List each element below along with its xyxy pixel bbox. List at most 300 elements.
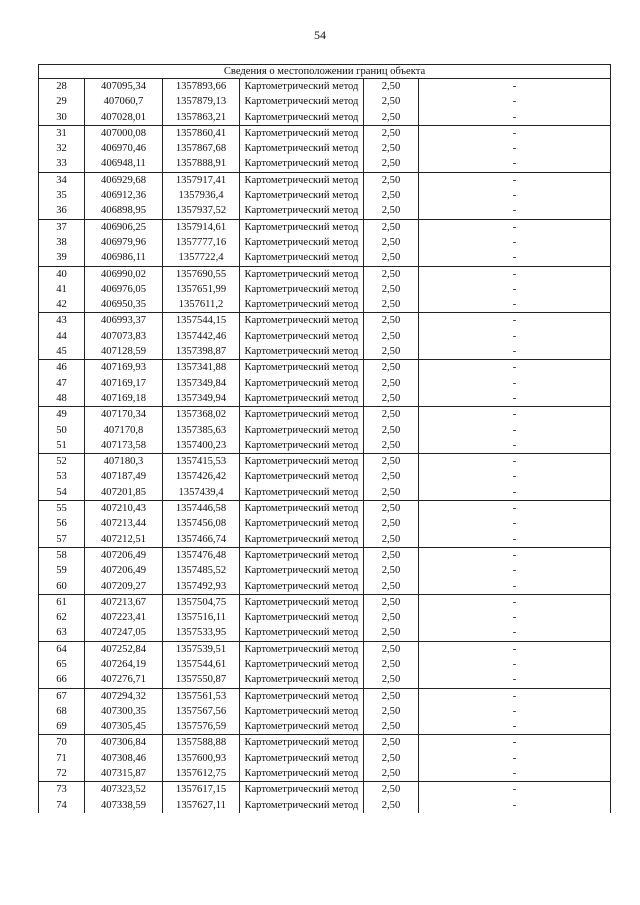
cell-extra: - — [419, 407, 611, 423]
cell-point-number: 39 — [39, 250, 85, 266]
cell-coord-y: 1357426,42 — [163, 469, 240, 484]
cell-method: Картометрический метод — [240, 782, 364, 798]
cell-coord-x: 406929,68 — [85, 172, 163, 188]
cell-precision: 2,50 — [364, 532, 419, 548]
cell-point-number: 69 — [39, 719, 85, 735]
table-row — [39, 798, 611, 813]
cell-coord-y: 1357398,87 — [163, 344, 240, 360]
cell-point-number: 63 — [39, 625, 85, 641]
cell-coord-x: 407252,84 — [85, 641, 163, 657]
table-row — [39, 625, 611, 641]
cell-method: Картометрический метод — [240, 485, 364, 501]
cell-precision: 2,50 — [364, 235, 419, 250]
table-row — [39, 297, 611, 313]
cell-extra: - — [419, 766, 611, 782]
cell-extra: - — [419, 688, 611, 704]
table-row — [39, 688, 611, 704]
cell-precision: 2,50 — [364, 516, 419, 531]
cell-coord-y: 1357860,41 — [163, 125, 240, 141]
table-row — [39, 657, 611, 672]
cell-coord-y: 1357550,87 — [163, 672, 240, 688]
cell-method: Картометрический метод — [240, 438, 364, 454]
cell-point-number: 49 — [39, 407, 85, 423]
cell-method: Картометрический метод — [240, 610, 364, 625]
table-row — [39, 344, 611, 360]
cell-precision: 2,50 — [364, 297, 419, 313]
cell-point-number: 29 — [39, 94, 85, 109]
cell-precision: 2,50 — [364, 172, 419, 188]
cell-method: Картометрический метод — [240, 329, 364, 344]
cell-extra: - — [419, 141, 611, 156]
cell-precision: 2,50 — [364, 282, 419, 297]
cell-extra: - — [419, 344, 611, 360]
cell-coord-x: 407187,49 — [85, 469, 163, 484]
cell-coord-y: 1357400,23 — [163, 438, 240, 454]
cell-coord-y: 1357612,75 — [163, 766, 240, 782]
cell-point-number: 31 — [39, 125, 85, 141]
cell-method: Картометрический метод — [240, 360, 364, 376]
cell-precision: 2,50 — [364, 79, 419, 95]
cell-extra: - — [419, 110, 611, 126]
cell-method: Картометрический метод — [240, 313, 364, 329]
cell-method: Картометрический метод — [240, 501, 364, 517]
cell-coord-y: 1357442,46 — [163, 329, 240, 344]
cell-coord-x: 406976,05 — [85, 282, 163, 297]
cell-method: Картометрический метод — [240, 203, 364, 219]
cell-method: Картометрический метод — [240, 79, 364, 95]
cell-extra: - — [419, 579, 611, 595]
cell-point-number: 55 — [39, 501, 85, 517]
cell-coord-y: 1357588,88 — [163, 735, 240, 751]
cell-point-number: 53 — [39, 469, 85, 484]
cell-precision: 2,50 — [364, 329, 419, 344]
cell-extra: - — [419, 423, 611, 438]
cell-coord-y: 1357863,21 — [163, 110, 240, 126]
cell-extra: - — [419, 360, 611, 376]
cell-precision: 2,50 — [364, 563, 419, 578]
cell-coord-y: 1357385,63 — [163, 423, 240, 438]
cell-coord-x: 406898,95 — [85, 203, 163, 219]
cell-precision: 2,50 — [364, 454, 419, 470]
cell-method: Картометрический метод — [240, 735, 364, 751]
cell-extra: - — [419, 79, 611, 95]
cell-coord-y: 1357516,11 — [163, 610, 240, 625]
cell-precision: 2,50 — [364, 438, 419, 454]
table-row — [39, 516, 611, 531]
cell-precision: 2,50 — [364, 688, 419, 704]
table-row — [39, 391, 611, 407]
cell-coord-x: 407209,27 — [85, 579, 163, 595]
cell-coord-y: 1357544,15 — [163, 313, 240, 329]
cell-extra: - — [419, 735, 611, 751]
cell-coord-y: 1357504,75 — [163, 594, 240, 610]
cell-point-number: 42 — [39, 297, 85, 313]
cell-coord-x: 407308,46 — [85, 751, 163, 766]
cell-coord-x: 406906,25 — [85, 219, 163, 235]
cell-point-number: 33 — [39, 156, 85, 172]
table-row — [39, 219, 611, 235]
cell-method: Картометрический метод — [240, 751, 364, 766]
table-row — [39, 282, 611, 297]
cell-point-number: 41 — [39, 282, 85, 297]
table-row — [39, 94, 611, 109]
cell-coord-y: 1357888,91 — [163, 156, 240, 172]
cell-method: Картометрический метод — [240, 672, 364, 688]
cell-point-number: 28 — [39, 79, 85, 95]
cell-method: Картометрический метод — [240, 454, 364, 470]
cell-coord-y: 1357341,88 — [163, 360, 240, 376]
cell-method: Картометрический метод — [240, 188, 364, 203]
cell-precision: 2,50 — [364, 423, 419, 438]
cell-method: Картометрический метод — [240, 125, 364, 141]
cell-extra: - — [419, 625, 611, 641]
cell-method: Картометрический метод — [240, 704, 364, 719]
table-row — [39, 110, 611, 126]
cell-method: Картометрический метод — [240, 516, 364, 531]
cell-point-number: 43 — [39, 313, 85, 329]
cell-point-number: 48 — [39, 391, 85, 407]
cell-point-number: 50 — [39, 423, 85, 438]
table-row — [39, 423, 611, 438]
cell-coord-y: 1357349,94 — [163, 391, 240, 407]
cell-coord-x: 407170,8 — [85, 423, 163, 438]
cell-extra: - — [419, 266, 611, 282]
cell-coord-x: 406993,37 — [85, 313, 163, 329]
cell-method: Картометрический метод — [240, 641, 364, 657]
cell-point-number: 71 — [39, 751, 85, 766]
cell-coord-x: 407201,85 — [85, 485, 163, 501]
cell-precision: 2,50 — [364, 376, 419, 391]
cell-coord-y: 1357937,52 — [163, 203, 240, 219]
cell-coord-x: 406990,02 — [85, 266, 163, 282]
cell-point-number: 38 — [39, 235, 85, 250]
cell-coord-y: 1357544,61 — [163, 657, 240, 672]
cell-coord-x: 407223,41 — [85, 610, 163, 625]
cell-extra: - — [419, 641, 611, 657]
table-row — [39, 454, 611, 470]
cell-point-number: 34 — [39, 172, 85, 188]
table-row — [39, 407, 611, 423]
table-row — [39, 125, 611, 141]
cell-method: Картометрический метод — [240, 532, 364, 548]
table-row — [39, 751, 611, 766]
cell-coord-x: 407169,18 — [85, 391, 163, 407]
cell-coord-x: 407315,87 — [85, 766, 163, 782]
cell-extra: - — [419, 469, 611, 484]
cell-precision: 2,50 — [364, 719, 419, 735]
cell-point-number: 56 — [39, 516, 85, 531]
cell-precision: 2,50 — [364, 219, 419, 235]
cell-method: Картометрический метод — [240, 219, 364, 235]
cell-precision: 2,50 — [364, 188, 419, 203]
cell-extra: - — [419, 454, 611, 470]
cell-extra: - — [419, 172, 611, 188]
cell-point-number: 37 — [39, 219, 85, 235]
cell-precision: 2,50 — [364, 547, 419, 563]
cell-extra: - — [419, 94, 611, 109]
cell-method: Картометрический метод — [240, 141, 364, 156]
table-row — [39, 250, 611, 266]
cell-point-number: 36 — [39, 203, 85, 219]
cell-coord-y: 1357627,11 — [163, 798, 240, 813]
cell-point-number: 51 — [39, 438, 85, 454]
table-row — [39, 141, 611, 156]
cell-precision: 2,50 — [364, 344, 419, 360]
cell-precision: 2,50 — [364, 469, 419, 484]
cell-coord-x: 407294,32 — [85, 688, 163, 704]
cell-method: Картометрический метод — [240, 344, 364, 360]
cell-precision: 2,50 — [364, 266, 419, 282]
table-header: Сведения о местоположении границ объекта — [39, 65, 611, 79]
cell-extra: - — [419, 610, 611, 625]
table-row — [39, 172, 611, 188]
cell-coord-x: 407028,01 — [85, 110, 163, 126]
table-row — [39, 563, 611, 578]
cell-extra: - — [419, 672, 611, 688]
cell-method: Картометрический метод — [240, 110, 364, 126]
table-row — [39, 438, 611, 454]
cell-precision: 2,50 — [364, 94, 419, 109]
table-row — [39, 266, 611, 282]
table-row — [39, 360, 611, 376]
cell-extra: - — [419, 329, 611, 344]
cell-method: Картометрический метод — [240, 407, 364, 423]
cell-method: Картометрический метод — [240, 719, 364, 735]
cell-precision: 2,50 — [364, 110, 419, 126]
cell-method: Картометрический метод — [240, 563, 364, 578]
cell-method: Картометрический метод — [240, 766, 364, 782]
page-number: 54 — [314, 28, 326, 42]
cell-point-number: 47 — [39, 376, 85, 391]
cell-coord-y: 1357446,58 — [163, 501, 240, 517]
cell-point-number: 44 — [39, 329, 85, 344]
cell-precision: 2,50 — [364, 657, 419, 672]
cell-precision: 2,50 — [364, 391, 419, 407]
table-row — [39, 188, 611, 203]
cell-point-number: 67 — [39, 688, 85, 704]
cell-extra: - — [419, 704, 611, 719]
cell-coord-y: 1357349,84 — [163, 376, 240, 391]
cell-method: Картометрический метод — [240, 376, 364, 391]
cell-method: Картометрический метод — [240, 391, 364, 407]
cell-point-number: 65 — [39, 657, 85, 672]
cell-coord-x: 407323,52 — [85, 782, 163, 798]
cell-coord-x: 407213,67 — [85, 594, 163, 610]
cell-coord-y: 1357567,56 — [163, 704, 240, 719]
cell-coord-x: 407170,34 — [85, 407, 163, 423]
cell-coord-y: 1357439,4 — [163, 485, 240, 501]
cell-extra: - — [419, 563, 611, 578]
cell-point-number: 59 — [39, 563, 85, 578]
cell-method: Картометрический метод — [240, 423, 364, 438]
cell-coord-x: 407276,71 — [85, 672, 163, 688]
cell-coord-y: 1357651,99 — [163, 282, 240, 297]
cell-coord-y: 1357917,41 — [163, 172, 240, 188]
table-row — [39, 329, 611, 344]
cell-precision: 2,50 — [364, 313, 419, 329]
cell-coord-x: 406970,46 — [85, 141, 163, 156]
cell-precision: 2,50 — [364, 641, 419, 657]
cell-coord-x: 407206,49 — [85, 563, 163, 578]
table-header-row — [39, 65, 611, 79]
cell-extra: - — [419, 156, 611, 172]
cell-coord-x: 406912,36 — [85, 188, 163, 203]
cell-method: Картометрический метод — [240, 469, 364, 484]
cell-coord-y: 1357914,61 — [163, 219, 240, 235]
table-row — [39, 469, 611, 484]
cell-coord-y: 1357777,16 — [163, 235, 240, 250]
table-row — [39, 532, 611, 548]
table-row — [39, 501, 611, 517]
cell-point-number: 68 — [39, 704, 85, 719]
table-row — [39, 766, 611, 782]
cell-extra: - — [419, 751, 611, 766]
cell-method: Картометрический метод — [240, 172, 364, 188]
cell-extra: - — [419, 125, 611, 141]
cell-method: Картометрический метод — [240, 579, 364, 595]
cell-extra: - — [419, 532, 611, 548]
cell-coord-x: 406948,11 — [85, 156, 163, 172]
cell-point-number: 52 — [39, 454, 85, 470]
cell-extra: - — [419, 594, 611, 610]
table-row — [39, 547, 611, 563]
cell-coord-y: 1357893,66 — [163, 79, 240, 95]
table-row — [39, 313, 611, 329]
cell-coord-x: 407213,44 — [85, 516, 163, 531]
cell-point-number: 64 — [39, 641, 85, 657]
cell-point-number: 45 — [39, 344, 85, 360]
cell-coord-x: 407169,93 — [85, 360, 163, 376]
table-row — [39, 376, 611, 391]
cell-coord-x: 407264,19 — [85, 657, 163, 672]
cell-point-number: 58 — [39, 547, 85, 563]
cell-extra: - — [419, 438, 611, 454]
cell-point-number: 70 — [39, 735, 85, 751]
cell-precision: 2,50 — [364, 625, 419, 641]
cell-method: Картометрический метод — [240, 266, 364, 282]
cell-extra: - — [419, 782, 611, 798]
cell-coord-y: 1357539,51 — [163, 641, 240, 657]
cell-point-number: 57 — [39, 532, 85, 548]
cell-point-number: 46 — [39, 360, 85, 376]
cell-extra: - — [419, 516, 611, 531]
cell-precision: 2,50 — [364, 156, 419, 172]
table-row — [39, 579, 611, 595]
cell-precision: 2,50 — [364, 672, 419, 688]
table-row — [39, 719, 611, 735]
cell-point-number: 30 — [39, 110, 85, 126]
cell-coord-y: 1357533,95 — [163, 625, 240, 641]
cell-extra: - — [419, 188, 611, 203]
cell-point-number: 54 — [39, 485, 85, 501]
cell-coord-y: 1357690,55 — [163, 266, 240, 282]
cell-precision: 2,50 — [364, 610, 419, 625]
cell-coord-y: 1357561,53 — [163, 688, 240, 704]
cell-coord-x: 407073,83 — [85, 329, 163, 344]
cell-coord-y: 1357722,4 — [163, 250, 240, 266]
cell-coord-x: 407247,05 — [85, 625, 163, 641]
table-row — [39, 156, 611, 172]
cell-coord-y: 1357415,53 — [163, 454, 240, 470]
cell-method: Картометрический метод — [240, 657, 364, 672]
cell-coord-y: 1357476,48 — [163, 547, 240, 563]
cell-precision: 2,50 — [364, 594, 419, 610]
cell-precision: 2,50 — [364, 735, 419, 751]
cell-coord-y: 1357576,59 — [163, 719, 240, 735]
cell-method: Картометрический метод — [240, 94, 364, 109]
cell-point-number: 66 — [39, 672, 85, 688]
cell-point-number: 32 — [39, 141, 85, 156]
cell-point-number: 61 — [39, 594, 85, 610]
cell-coord-x: 407095,34 — [85, 79, 163, 95]
table-row — [39, 235, 611, 250]
cell-coord-x: 406950,35 — [85, 297, 163, 313]
cell-coord-x: 407169,17 — [85, 376, 163, 391]
cell-coord-x: 407173,58 — [85, 438, 163, 454]
table-row — [39, 610, 611, 625]
cell-method: Картометрический метод — [240, 297, 364, 313]
cell-precision: 2,50 — [364, 203, 419, 219]
cell-point-number: 40 — [39, 266, 85, 282]
cell-extra: - — [419, 313, 611, 329]
cell-method: Картометрический метод — [240, 547, 364, 563]
cell-coord-x: 407128,59 — [85, 344, 163, 360]
cell-coord-x: 407338,59 — [85, 798, 163, 813]
cell-coord-x: 407000,08 — [85, 125, 163, 141]
cell-precision: 2,50 — [364, 704, 419, 719]
cell-method: Картометрический метод — [240, 688, 364, 704]
table-row — [39, 485, 611, 501]
cell-coord-y: 1357456,08 — [163, 516, 240, 531]
table-row — [39, 672, 611, 688]
table-row — [39, 594, 611, 610]
cell-coord-x: 406986,11 — [85, 250, 163, 266]
cell-coord-y: 1357611,2 — [163, 297, 240, 313]
table-row — [39, 203, 611, 219]
cell-extra: - — [419, 719, 611, 735]
cell-method: Картометрический метод — [240, 156, 364, 172]
table-row — [39, 704, 611, 719]
cell-precision: 2,50 — [364, 782, 419, 798]
cell-coord-x: 406979,96 — [85, 235, 163, 250]
boundary-coordinates-table — [38, 64, 611, 813]
cell-method: Картометрический метод — [240, 250, 364, 266]
table-row — [39, 735, 611, 751]
cell-precision: 2,50 — [364, 501, 419, 517]
cell-extra: - — [419, 391, 611, 407]
cell-precision: 2,50 — [364, 798, 419, 813]
cell-extra: - — [419, 376, 611, 391]
cell-coord-y: 1357492,93 — [163, 579, 240, 595]
cell-point-number: 35 — [39, 188, 85, 203]
cell-precision: 2,50 — [364, 360, 419, 376]
cell-coord-y: 1357368,02 — [163, 407, 240, 423]
cell-extra: - — [419, 547, 611, 563]
cell-point-number: 60 — [39, 579, 85, 595]
cell-extra: - — [419, 203, 611, 219]
cell-extra: - — [419, 297, 611, 313]
cell-coord-y: 1357867,68 — [163, 141, 240, 156]
cell-precision: 2,50 — [364, 485, 419, 501]
table-row — [39, 782, 611, 798]
cell-coord-y: 1357600,93 — [163, 751, 240, 766]
cell-coord-y: 1357617,15 — [163, 782, 240, 798]
cell-precision: 2,50 — [364, 751, 419, 766]
cell-method: Картометрический метод — [240, 282, 364, 297]
cell-coord-x: 407305,45 — [85, 719, 163, 735]
cell-extra: - — [419, 219, 611, 235]
cell-precision: 2,50 — [364, 125, 419, 141]
